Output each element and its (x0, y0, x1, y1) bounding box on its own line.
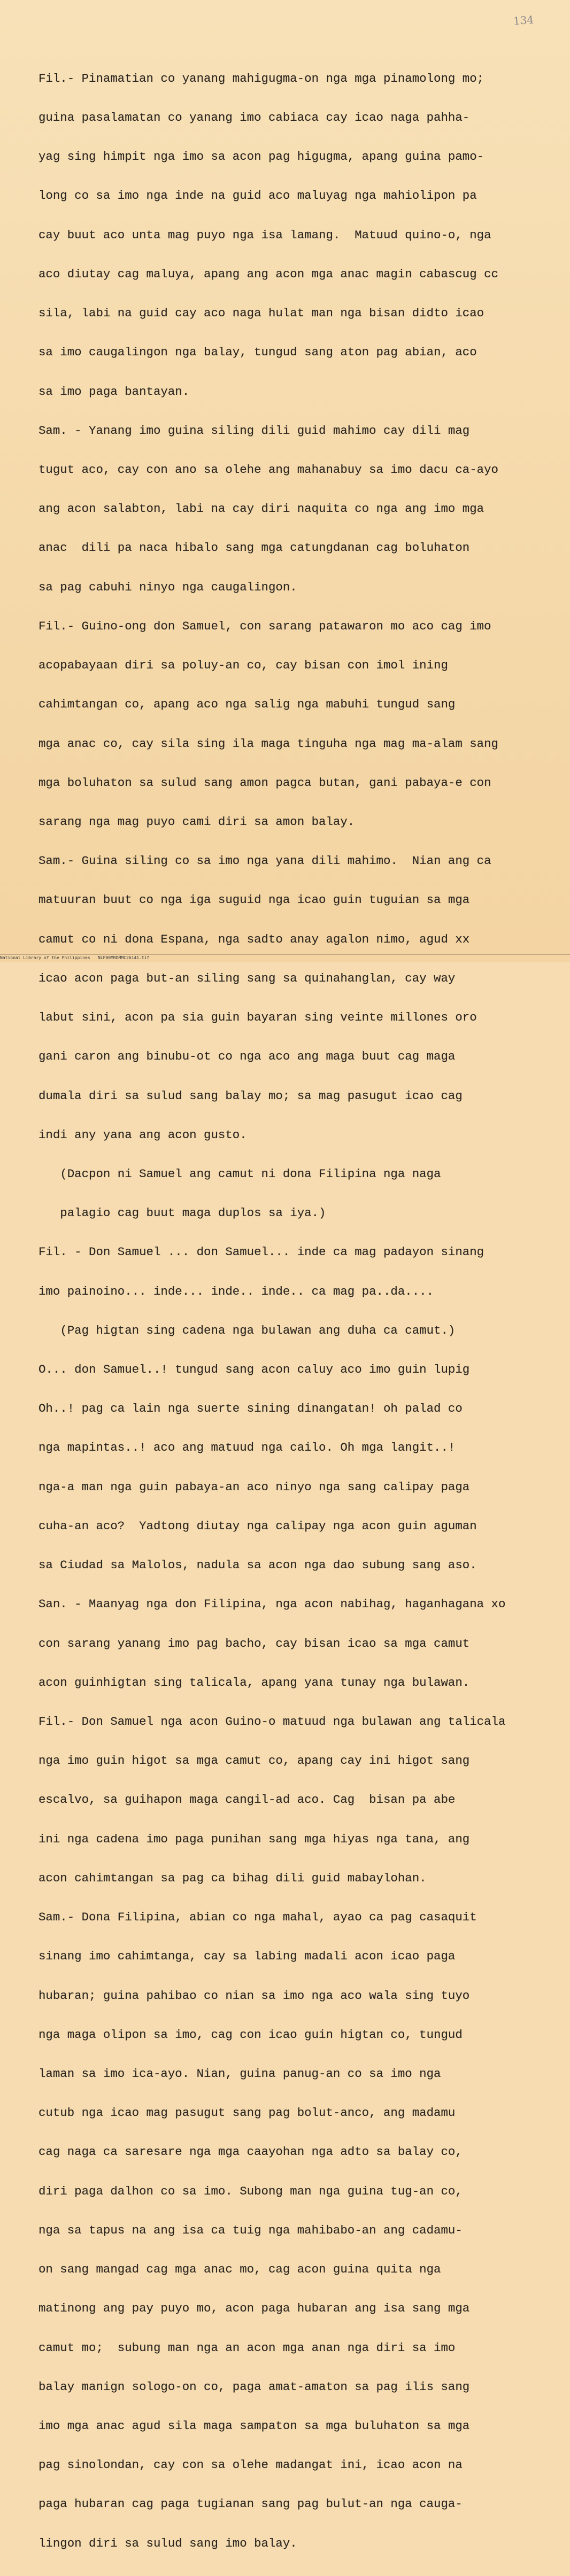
line-sam-5: sa pag cabuhi ninyo nga caugalingon. (38, 580, 297, 594)
line-fil-9: sa imo paga bantayan. (38, 384, 190, 399)
line-fil-3: yag sing himpit nga imo sa acon pag higugma, apang guina pamo- (38, 150, 484, 164)
line-sam2-4: icao acon paga but-an siling sang sa quinahanglan, cay way (38, 971, 456, 985)
line-fil3-8: sa Ciudad sa Malolos, nadula sa acon nga dao subung sang aso. (38, 1558, 477, 1573)
line-san-2: con sarang yanang imo pag bacho, cay bisan icao sa mga camut (38, 1636, 470, 1651)
line-fil4-3: escalvo, sa guihapon maga cangil-ad aco. Cag bisan pa abe (38, 1793, 456, 1807)
line-fil4-2: nga imo guin higot sa mga camut co, apang cay ini higot sang (38, 1754, 470, 1768)
line-fil-4: long co sa imo nga inde na guid aco maluyag nga mahiolipon pa (38, 189, 477, 203)
line-sam3-8: diri paga dalhon co sa imo. Subong man nga guina tug-an co, (38, 2184, 463, 2198)
line-fil-8: sa imo caugalingon nga balay, tungud sang aton pag abian, aco (38, 345, 477, 360)
line-sam2-6: gani caron ang binubu-ot co nga aco ang maga buut cag maga (38, 1049, 456, 1064)
line-sam-3: ang acon salabton, labi na cay diri naquita co nga ang imo mga (38, 502, 484, 516)
line-sam3-5: laman sa imo ica-ayo. Nian, guina panug-an co sa imo nga (38, 2066, 441, 2081)
line-sam3-6: cutub nga icao mag pasugut sang pag bolut-anco, ang madamu (38, 2106, 456, 2120)
line-sam2-1: Sam.- Guina siling co sa imo nga yana dili mahimo. Nian ang ca (38, 854, 491, 868)
footer-divider (0, 954, 570, 955)
line-sam-2: tugut aco, cay con ano sa olehe ang mahanabuy sa imo dacu ca-ayo (38, 463, 498, 477)
line-fil-2: guina pasalamatan co yanang imo cabiaca cay icao naga pahha- (38, 111, 470, 125)
line-fil3-7: cuha-an aco? Yadtong diutay nga calipay nga acon guin aguman (38, 1519, 477, 1533)
line-sam3-17: lingon diri sa sulud sang imo balay. (38, 2536, 297, 2550)
line-san-1: San. - Maanyag nga don Filipina, nga acon nabihag, haganhagana xo (38, 1597, 506, 1612)
line-fil-5: cay buut aco unta mag puyo nga isa lamang. Matuud quino-o, nga (38, 228, 491, 242)
line-sam3-15: pag sinolondan, cay con sa olehe madangat ini, icao acon na (38, 2458, 463, 2472)
page-number: 134 (513, 13, 534, 28)
line-sam2-8: indi any yana ang acon gusto. (38, 1127, 247, 1142)
stage-direction-1b: palagio cag buut maga duplos sa iya.) (38, 1206, 326, 1220)
line-sam2-2: matuuran buut co nga iga suguid nga icao guin tuguian sa mga (38, 893, 470, 907)
line-fil2-3: cahimtangan co, apang aco nga salig nga mabuhi tungud sang (38, 697, 456, 712)
line-sam3-3: hubaran; guina pahibao co nian sa imo nga aco wala sing tuyo (38, 1988, 470, 2003)
line-san-3: acon guinhigtan sing talicala, apang yana tunay nga bulawan. (38, 1675, 470, 1690)
line-sam2-7: dumala diri sa sulud sang balay mo; sa mag pasugut icao cag (38, 1088, 463, 1103)
line-fil-6: aco diutay cag maluya, apang ang acon mga anac magin cabascug cc (38, 267, 498, 281)
line-sam-1: Sam. - Yanang imo guina siling dili guid mahimo cay dili mag (38, 423, 470, 438)
line-fil3-1: Fil. - Don Samuel ... don Samuel... inde ca mag padayon sinang (38, 1245, 484, 1259)
line-sam3-11: matinong ang pay puyo mo, acon paga hubaran ang isa sang mga (38, 2301, 470, 2316)
line-sam3-4: nga maga olipon sa imo, cag con icao guin higtan co, tungud (38, 2027, 463, 2042)
line-fil4-4: ini nga cadena imo paga punihan sang mga hiyas nga tana, ang (38, 1832, 470, 1846)
line-sam3-10: on sang mangad cag mga anac mo, cag acon guina quita nga (38, 2262, 441, 2277)
line-fil2-5: mga boluhaton sa sulud sang amon pagca butan, gani pabaya-e con (38, 775, 491, 790)
typescript-body (38, 46, 568, 2576)
line-fil4-5: acon cahimtangan sa pag ca bihag dili guid mabaylohan. (38, 1871, 427, 1885)
line-fil3-5: nga mapintas..! aco ang matuud nga cailo. Oh mga langit..! (38, 1441, 456, 1455)
archive-footer: National Library of the Philippines NLP00MRDMMC26141.tif (0, 955, 150, 960)
line-fil3-4: Oh..! pag ca lain nga suerte sining dinangatan! oh palad co (38, 1402, 463, 1416)
stage-direction-2: (Pag higtan sing cadena nga bulawan ang duha ca camut.) (38, 1323, 456, 1337)
line-fil3-3: O... don Samuel..! tungud sang acon caluy aco imo guin lupig (38, 1363, 470, 1377)
line-fil4-1: Fil.- Don Samuel nga acon Guino-o matuud nga bulawan ang talicala (38, 1715, 506, 1729)
line-sam3-9: nga sa tapus na ang isa ca tuig nga mahibabo-an ang cadamu- (38, 2223, 463, 2237)
line-fil2-1: Fil.- Guino-ong don Samuel, con sarang patawaron mo aco cag imo (38, 619, 491, 633)
line-sam3-1: Sam.- Dona Filipina, abian co nga mahal, ayao ca pag casaquit (38, 1910, 477, 1925)
line-sam-4: anac dili pa naca hibalo sang mga catungdanan cag boluhaton (38, 541, 470, 555)
line-sam3-7: cag naga ca saresare nga mga caayohan nga adto sa balay co, (38, 2145, 463, 2159)
line-fil2-2: acopabayaan diri sa poluy-an co, cay bisan con imol ining (38, 658, 448, 673)
stage-direction-1a: (Dacpon ni Samuel ang camut ni dona Filipina nga naga (38, 1166, 441, 1181)
line-sam2-3: camut co ni dona Espana, nga sadto anay agalon nimo, agud xx (38, 932, 470, 946)
line-sam2-5: labut sini, acon pa sia guin bayaran sing veinte millones oro (38, 1010, 477, 1025)
line-fil2-6: sarang nga mag puyo cami diri sa amon balay. (38, 814, 355, 829)
line-sam3-16: paga hubaran cag paga tugianan sang pag bulut-an nga cauga- (38, 2497, 463, 2511)
line-fil3-6: nga-a man nga guin pabaya-an aco ninyo nga sang calipay paga (38, 1480, 470, 1494)
line-fil3-2: imo painoino... inde... inde.. inde.. ca mag pa..da.... (38, 1284, 434, 1298)
line-sam3-2: sinang imo cahimtanga, cay sa labing madali acon icao paga (38, 1949, 456, 1964)
line-fil-1: Fil.- Pinamatian co yanang mahigugma-on nga mga pinamolong mo; (38, 71, 484, 85)
line-fil-7: sila, labi na guid cay aco naga hulat man nga bisan didto icao (38, 306, 484, 321)
line-sam3-13: balay manign sologo-on co, paga amat-amaton sa pag ilis sang (38, 2379, 470, 2394)
line-sam3-12: camut mo; subung man nga an acon mga anan nga diri sa imo (38, 2340, 456, 2355)
line-fil2-4: mga anac co, cay sila sing ila maga tinguha nga mag ma-alam sang (38, 736, 498, 751)
line-sam3-14: imo mga anac agud sila maga sampaton sa mga buluhaton sa mga (38, 2418, 470, 2433)
